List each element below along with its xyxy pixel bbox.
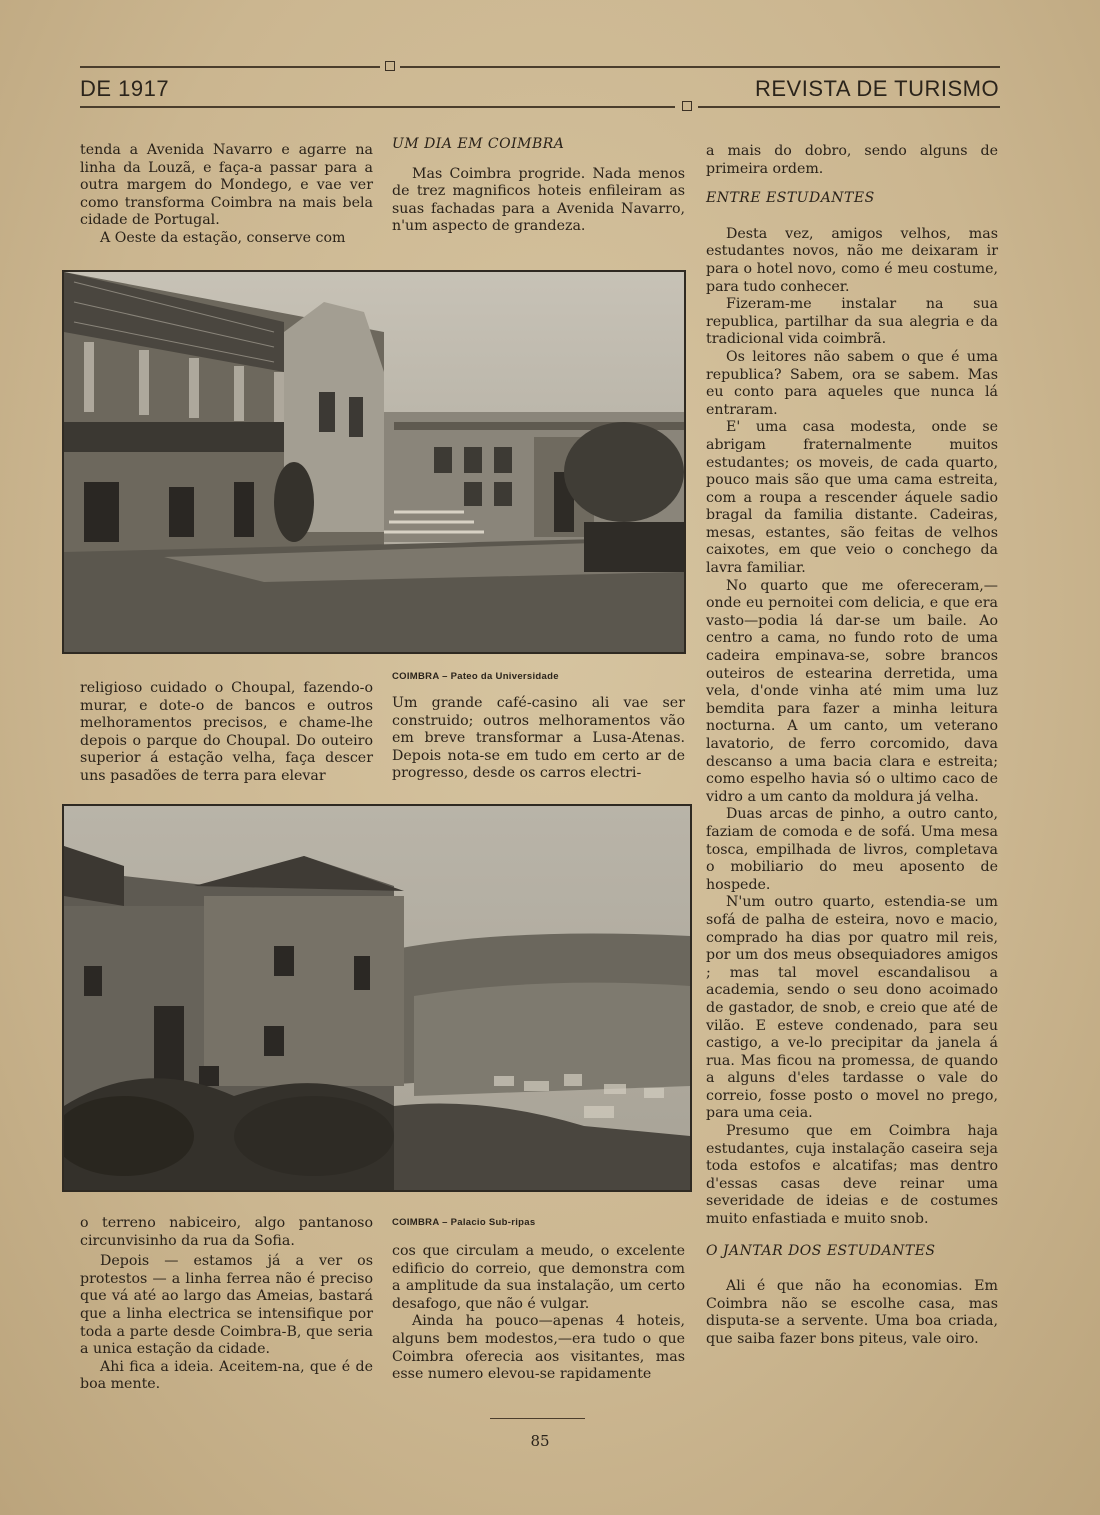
header-rule-bottom-right [698, 106, 1000, 108]
header-rule-top-right [400, 66, 1000, 68]
ornament-square [682, 101, 692, 111]
column-1-middle [80, 680, 373, 786]
column-1-top [80, 142, 373, 248]
paragraph: Ali é que não ha economias. Em Coimbra não se escolhe casa, mas disputa-se a servente. Uma boa criada, que saiba fazer bons piteus, vale oiro. [706, 1278, 998, 1347]
column-1-bottom [80, 1215, 373, 1394]
paragraph: Desta vez, amigos velhos, mas estudantes novos, não me deixaram ir para o hotel novo, como é meu costume, para tudo conhecer. [706, 225, 998, 295]
paragraph: Presumo que em Coimbra haja estudantes, cuja instalação caseira seja toda estofos e alcatifas; mas dentro d'essas casas deve reinar uma severidade de ideias e de costumes muito enfastiada e muito snob. [706, 1123, 998, 1228]
paragraph: No quarto que me ofereceram,— onde eu pernoitei com delicia, e que era vasto—podia lá dar-se um baile. Ao centro a cama, no fundo roto de uma cadeira empinava-se, sobre brancos outeiros de estearina derretida, uma vela, d'onde vinha até mim uma luz bemdita para fazer a minha leitura nocturna. A um canto, um veterano lavatorio, de ferro corcomido, dava descanso a uma bacia clara e estreita; como espelho havia só o ultimo caco de vidro a um canto da moldura já velha. [706, 577, 998, 805]
paragraph: tenda a Avenida Navarro e agarre na linha da Louzã, e faça-a passar para a outra margem do Mondego, e vae ver como transforma Coimbra na mais bela cidade de Portugal. [80, 142, 373, 229]
paragraph: Duas arcas de pinho, a outro canto, faziam de comoda e de sofá. Uma mesa tosca, empilhada de livros, completava o mobiliario do meu aposento de hospede. [706, 806, 998, 893]
column-2-middle [392, 695, 685, 783]
header-date: DE 1917 [80, 76, 170, 101]
header-rule-bottom-left [80, 106, 675, 108]
paragraph: A Oeste da estação, conserve com [100, 229, 346, 246]
photo-university-courtyard [62, 270, 686, 654]
section-heading: UM DIA EM COIMBRA [392, 136, 565, 152]
paragraph: Fizeram-me instalar na sua republica, partilhar da sua alegria e da tradicional vida coimbrã. [706, 296, 998, 348]
ornament-square [385, 61, 395, 71]
photo-caption: COIMBRA – Pateo da Universidade [392, 671, 559, 682]
paragraph: Ahi fica a ideia. Aceitem-na, que é de boa mente. [80, 1358, 373, 1393]
footer-rule [490, 1418, 585, 1419]
column-2-bottom [392, 1243, 685, 1384]
paragraph: religioso cuidado o Choupal, fazendo-o murar, e dote-o de bancos e outros melhoramentos precisos, e chame-lhe depois o parque do Choupal. Do outeiro superior á estação velha, faça descer uns pasadões de terra para elevar [80, 680, 373, 784]
paragraph: a mais do dobro, sendo alguns de primeira ordem. [706, 143, 998, 177]
paragraph: Mas Coimbra progride. Nada menos de trez magnificos hoteis enfileiram as suas fachadas para a Avenida Navarro, n'um aspecto de grandeza. [392, 165, 685, 235]
paragraph: Um grande café-casino ali vae ser construido; outros melhoramentos vão em breve transformar a Lusa-Atenas. Depois nota-se em tudo em certo ar de progresso, desde os carros electri- [392, 695, 685, 782]
section-heading: O JANTAR DOS ESTUDANTES [706, 1242, 936, 1259]
photo-palace-sub-ripas [62, 804, 692, 1192]
paragraph: cos que circulam a meudo, o excelente edificio do correio, que demonstra com a amplitude da sua instalação, um certo desafogo, que não é vulgar. [392, 1243, 685, 1312]
paragraph: Ainda ha pouco—apenas 4 hoteis, alguns bem modestos,—era tudo o que Coimbra oferecia aos visitantes, mas esse numero elevou-se rapidamente [392, 1313, 685, 1383]
column-3 [706, 143, 998, 1349]
page-number: 85 [530, 1432, 550, 1450]
photo-caption: COIMBRA – Palacio Sub-ripas [392, 1217, 536, 1228]
column-2-top [392, 136, 685, 236]
paragraph: Os leitores não sabem o que é uma republica? Sabem, ora se sabem. Mas eu conto para aqueles que nunca lá entraram. [706, 348, 998, 418]
photo-illustration [64, 272, 684, 652]
section-heading: ENTRE ESTUDANTES [706, 190, 875, 207]
paragraph: N'um outro quarto, estendia-se um sofá de palha de esteira, novo e macio, comprado ha dias por quatro mil reis, por um dos meus obsequiadores amigos ; mas tal movel escandalisou a academia, sendo o seu dono acoimado de gastador, de snob, e creio que até de vilão. E esteve condenado, para seu castigo, a ve-lo precipitar da janela á rua. Mas ficou na promessa, de quando a alguns d'eles tardasse o vale do correio, fosse posto o movel no prego, para uma ceia. [706, 894, 998, 1122]
paragraph: o terreno nabiceiro, algo pantanoso circunvisinho da rua da Sofia. [80, 1215, 373, 1249]
photo-illustration [64, 806, 690, 1190]
header-title: REVISTA DE TURISMO [755, 76, 1000, 101]
header-rule-top-left [80, 66, 380, 68]
paragraph: E' uma casa modesta, onde se abrigam fraternalmente muitos estudantes; os moveis, de cada quarto, pouco mais são que uma cama estreita, com a roupa a rescender áquele sadio bragal da familia distante. Cadeiras, mesas, estantes, são feitas de velhos caixotes, em que veio o conchego da lavra familiar. [706, 419, 998, 577]
paragraph: Depois — estamos já a ver os protestos — a linha ferrea não é preciso que vá até ao largo das Ameias, bastará que a linha electrica se intensifique por toda a parte desde Coimbra-B, que seria a unica estação da cidade. [80, 1253, 373, 1358]
